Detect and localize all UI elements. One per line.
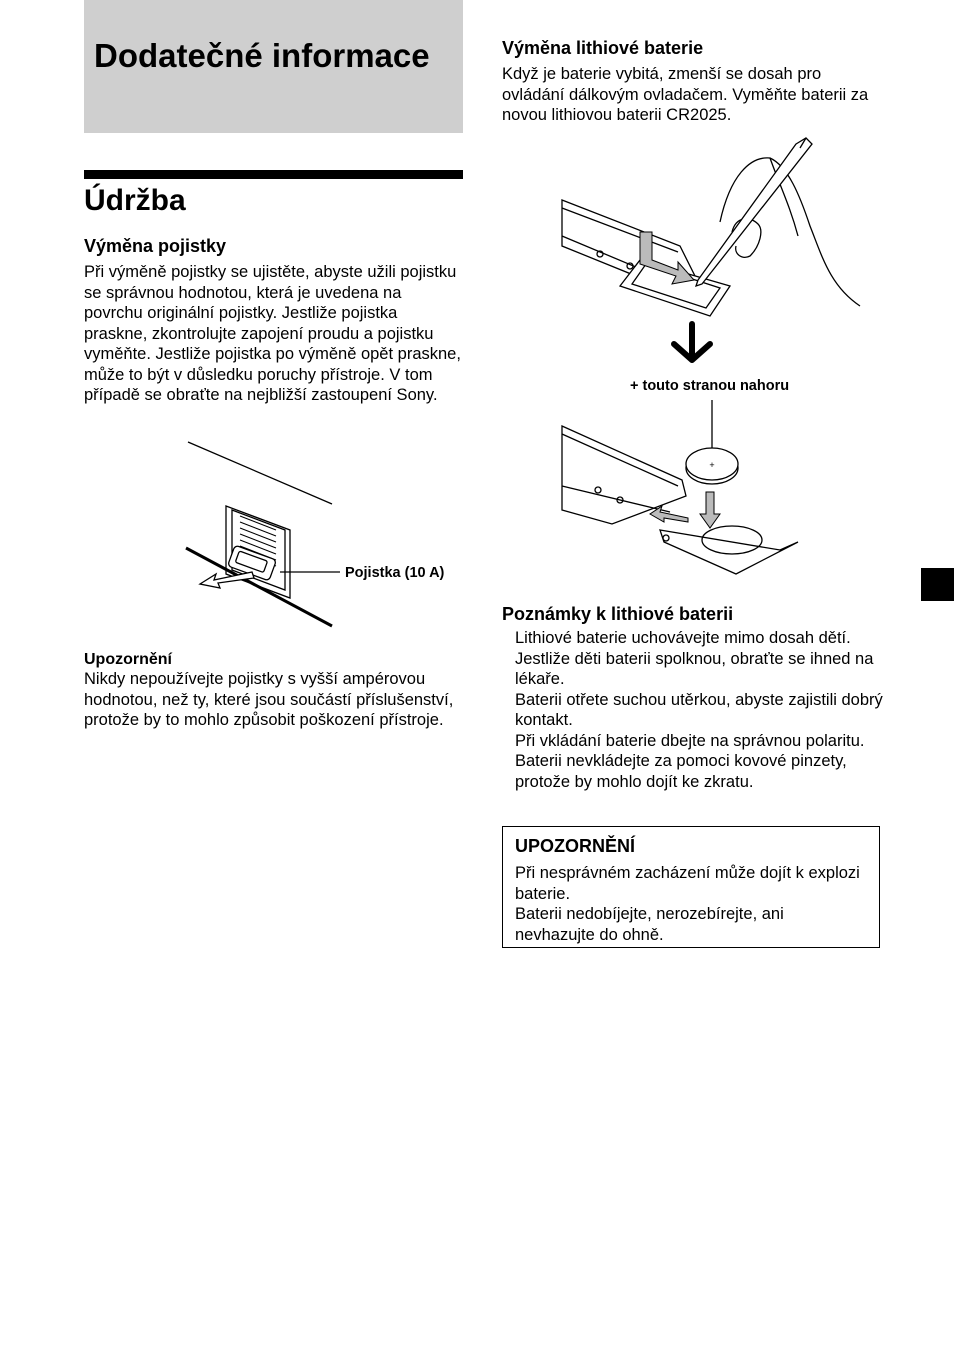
battery-insertion-illustration [560, 400, 810, 580]
fuse-body: Při výměně pojistky se ujistěte, abyste užili pojistku se správnou hodnotou, která je uvedena na povrchu originální pojistky. Jestliže pojistka praskne, zkontrolujte zapojení proudu a pojistku vyměňte. Jestliže pojistka po výměně opět praskne, může to být v důsledku poruchy přístroje. V tom případě se obraťte na nejbližší zastoupení Sony. [84, 263, 461, 404]
fuse-warning-heading: Upozornění [84, 651, 172, 668]
battery-figure-label: + touto stranou nahoru [630, 378, 790, 394]
caution-line: Při nesprávném zacházení může dojít k explozi baterie. [515, 864, 860, 903]
fuse-figure-label: Pojistka (10 A) [345, 565, 445, 581]
caution-lines [515, 863, 865, 945]
chapter-title: Dodatečné informace [94, 37, 430, 74]
fuse-illustration [180, 438, 380, 633]
notes-list [515, 628, 885, 792]
caution-box [502, 826, 880, 948]
notes-heading: Poznámky k lithiové baterii [502, 604, 734, 624]
section-title: Údržba [84, 184, 186, 217]
chapter-header [84, 0, 463, 133]
fuse-heading: Výměna pojistky [84, 236, 227, 256]
list-item: Baterii otřete suchou utěrkou, abyste zajistili dobrý kontakt. [515, 690, 883, 729]
caution-line: Baterii nedobíjejte, nerozebírejte, ani nevhazujte do ohně. [515, 905, 784, 944]
section-tab-marker [921, 568, 954, 601]
list-item: Baterii nevkládejte za pomoci kovové pinzety, protože by mohlo dojít ke zkratu. [515, 752, 847, 791]
section-rule [84, 170, 463, 179]
caution-title: UPOZORNĚNÍ [515, 836, 636, 856]
svg-text:+: + [709, 460, 715, 470]
battery-heading: Výměna lithiové baterie [502, 38, 704, 58]
list-item: Při vkládání baterie dbejte na správnou polaritu. [515, 731, 865, 750]
list-item: Lithiové baterie uchovávejte mimo dosah dětí. Jestliže děti baterii spolknou, obraťte se ihned na lékaře. [515, 629, 874, 688]
fuse-warning-body: Nikdy nepoužívejte pojistky s vyšší ampérovou hodnotou, než ty, které jsou součástí příslušenství, protože by to mohlo způsobit poškození přístroje. [84, 670, 454, 729]
battery-body: Když je baterie vybitá, zmenší se dosah pro ovládání dálkovým ovladačem. Vyměňte baterii za novou lithiovou baterii CR2025. [502, 65, 869, 124]
down-arrow-icon [670, 322, 714, 366]
remote-battery-tray-illustration [560, 136, 885, 316]
